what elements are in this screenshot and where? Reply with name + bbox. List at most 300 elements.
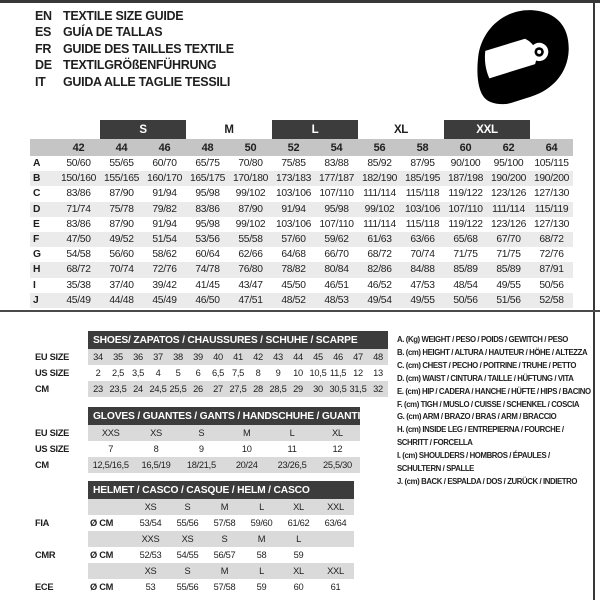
table-cell: 68/72 <box>57 262 100 277</box>
table-cell: 99/102 <box>358 202 401 217</box>
size-group-label: XL <box>393 123 409 136</box>
table-cell: 57/58 <box>213 518 236 528</box>
table-cell: 30 <box>308 381 328 397</box>
table-cell: 127/130 <box>533 218 570 230</box>
row-label-spacer <box>30 481 88 499</box>
legend-item: H. (cm) INSIDE LEG / ENTREPIERNA / FOURCHE / SCHRITT / FORCELLA <box>397 425 564 448</box>
table-cell: 30,5 <box>328 381 348 397</box>
size-header-cell: 44 <box>100 139 143 156</box>
table-cell: 11,5 <box>329 368 347 378</box>
table-cell: 78/82 <box>272 262 315 277</box>
gloves-title-bar: GLOVES / GUANTES / GANTS / HANDSCHUHE / GUANTI <box>88 407 360 425</box>
size-header-cell: 62 <box>487 139 530 156</box>
table-cell: 115/118 <box>405 188 440 200</box>
guide-title: TEXTILE SIZE GUIDE <box>63 9 184 23</box>
table-cell: 44/48 <box>100 293 143 308</box>
row-label: US SIZE <box>30 441 88 457</box>
legend-item: I. (cm) SHOULDERS / HOMBROS / ÉPAULES / SCHULTERN / SPALLE <box>397 451 550 474</box>
table-cell: 71/74 <box>57 202 100 217</box>
table-cell: 45/49 <box>143 293 186 308</box>
size-42-group-cell <box>57 120 100 139</box>
table-cell: 13 <box>373 368 383 378</box>
table-cell: 82/86 <box>358 262 401 277</box>
table-cell: 7 <box>108 444 114 454</box>
table-cell: 87/90 <box>109 188 134 200</box>
table-cell: 27 <box>208 381 228 397</box>
table-cell: 60 <box>293 582 304 592</box>
table-cell: XS <box>169 531 206 547</box>
table-cell: 87/90 <box>109 218 134 230</box>
size-group-label: S <box>100 120 186 139</box>
size-header-cell: 58 <box>401 139 444 156</box>
legend-item: G. (cm) ARM / BRAZO / BRAS / ARM / BRACCIO <box>397 412 557 422</box>
table-cell: 70/80 <box>238 158 263 170</box>
row-letter: G <box>33 249 41 261</box>
table-cell: 71/75 <box>453 249 478 261</box>
table-cell: 12 <box>353 368 363 378</box>
unit-cell: Ø CM <box>90 518 114 528</box>
table-cell: 173/183 <box>272 171 315 186</box>
table-cell: 99/102 <box>235 218 266 230</box>
table-cell: 52/53 <box>139 550 162 560</box>
legend-item: C. (cm) CHEST / PECHO / POITRINE / TRUHE / PETTO <box>397 360 577 370</box>
table-cell: 3,5 <box>131 368 145 378</box>
shoes-row <box>30 349 388 365</box>
table-cell: 46/51 <box>324 279 349 291</box>
measurement-legend <box>397 334 595 489</box>
table-cell: 38 <box>168 349 188 365</box>
table-cell: 16,5/19 <box>133 457 178 473</box>
row-label-spacer <box>30 331 88 349</box>
table-cell: 190/200 <box>530 171 573 186</box>
table-cell: 83/86 <box>66 218 91 230</box>
table-cell: 182/190 <box>358 171 401 186</box>
size-group-label: XXL <box>444 120 530 139</box>
table-cell: 46/50 <box>186 293 229 308</box>
table-cell: 170/180 <box>229 171 272 186</box>
table-cell: 50/56 <box>444 293 487 308</box>
shoes-title-bar: SHOES/ ZAPATOS / CHAUSSURES / SCHUHE / SCARPE <box>88 331 388 349</box>
row-label: CM <box>30 381 88 397</box>
row-label: CM <box>30 457 88 473</box>
table-cell: 65/68 <box>444 232 487 247</box>
language-title-row <box>35 74 234 90</box>
measure-row-G <box>30 247 573 262</box>
table-cell: 49/54 <box>358 293 401 308</box>
table-cell: 71/75 <box>496 249 521 261</box>
table-cell: 74/78 <box>186 262 229 277</box>
row-letter: D <box>30 202 57 217</box>
table-cell: 68/72 <box>367 249 392 261</box>
gloves-size-table <box>30 407 388 473</box>
row-letter: A <box>33 158 41 170</box>
table-cell: 23/26,5 <box>269 457 314 473</box>
table-cell: 63/66 <box>401 232 444 247</box>
table-cell: 91/94 <box>152 188 177 200</box>
table-cell: 83/86 <box>66 188 91 200</box>
table-cell: 72/76 <box>539 249 564 261</box>
table-cell: 35 <box>108 349 128 365</box>
size-group-label: M <box>224 123 234 136</box>
table-cell: 44 <box>288 349 308 365</box>
table-cell: 66/70 <box>324 249 349 261</box>
table-cell: 59/62 <box>315 232 358 247</box>
table-cell: L <box>280 531 317 547</box>
table-cell: M <box>243 531 280 547</box>
language-title-row <box>35 57 234 73</box>
gloves-title-row <box>30 407 360 425</box>
table-cell: 75/78 <box>100 202 143 217</box>
table-cell: 90/100 <box>450 158 481 170</box>
size-header-cell: 54 <box>315 139 358 156</box>
table-cell: 68/72 <box>530 232 573 247</box>
table-cell: 10,5 <box>309 368 327 378</box>
measure-row-F <box>30 232 573 247</box>
helmet-row <box>30 515 354 531</box>
table-cell: 150/160 <box>57 171 100 186</box>
table-cell: M <box>224 425 269 441</box>
helmet-grid <box>30 481 354 595</box>
table-cell: XXS <box>88 425 133 441</box>
table-cell: 79/82 <box>143 202 186 217</box>
top-border-line <box>0 0 600 3</box>
unit-cell <box>88 563 132 579</box>
table-cell: L <box>243 563 280 579</box>
table-cell: 61/63 <box>358 232 401 247</box>
table-cell: 85/92 <box>367 158 392 170</box>
table-cell: 25,5/30 <box>315 457 360 473</box>
legend-item: E. (cm) HIP / CADERA / HANCHE / HÜFTE / HIPS / BACINO <box>397 386 591 396</box>
table-cell: 60/70 <box>152 158 177 170</box>
table-cell: 103/106 <box>275 188 312 200</box>
table-cell: 48/52 <box>272 293 315 308</box>
table-cell: 6,5 <box>211 368 225 378</box>
table-cell: 6 <box>195 368 201 378</box>
table-cell: 53/56 <box>186 232 229 247</box>
table-cell: 111/114 <box>363 218 396 230</box>
table-cell: 50/56 <box>539 279 564 291</box>
table-cell: 28 <box>248 381 268 397</box>
table-cell: 31,5 <box>348 381 368 397</box>
table-cell: XXS <box>132 531 169 547</box>
table-cell: 29 <box>288 381 308 397</box>
size-header-cell: 56 <box>358 139 401 156</box>
size-header-cell: 48 <box>186 139 229 156</box>
measure-row-E <box>30 217 573 232</box>
table-cell: L <box>243 499 280 515</box>
unit-cell <box>88 499 132 515</box>
table-cell: 177/187 <box>315 171 358 186</box>
table-cell: 24 <box>128 381 148 397</box>
language-code: DE <box>35 58 52 73</box>
table-cell: 70/74 <box>410 249 435 261</box>
guide-title: GUIDA ALLE TAGLIE TESSILI <box>63 74 231 89</box>
shoes-size-table <box>30 331 388 397</box>
shoes-grid <box>30 331 388 397</box>
size-header-cell: 60 <box>444 139 487 156</box>
table-cell: 155/165 <box>100 171 143 186</box>
row-label: EU SIZE <box>30 425 88 441</box>
row-label: EU SIZE <box>30 349 88 365</box>
table-cell: 64/68 <box>281 249 306 261</box>
table-cell: 61 <box>330 582 341 592</box>
table-cell: S <box>206 531 243 547</box>
gloves-grid <box>30 407 360 473</box>
table-cell: 80/84 <box>315 262 358 277</box>
row-letter: E <box>33 218 40 230</box>
measure-row-B <box>30 171 573 186</box>
table-cell: 61/62 <box>287 518 310 528</box>
corner-cell <box>30 120 57 139</box>
table-cell: 85/89 <box>487 262 530 277</box>
table-cell: 48/53 <box>315 293 358 308</box>
table-cell <box>317 531 354 547</box>
right-border-line <box>593 0 595 600</box>
table-cell: 2,5 <box>111 368 125 378</box>
table-cell: 56/57 <box>213 550 236 560</box>
table-cell: 85/89 <box>444 262 487 277</box>
table-cell: 28,5 <box>268 381 288 397</box>
language-title-row <box>35 41 234 57</box>
table-cell: L <box>269 425 314 441</box>
table-cell: 23 <box>88 381 108 397</box>
unit-cell <box>88 531 132 547</box>
table-cell: 51/54 <box>143 232 186 247</box>
table-cell: 87/90 <box>229 202 272 217</box>
row-letter: J <box>30 293 57 308</box>
row-label: ECE <box>30 579 88 595</box>
table-cell: 59 <box>256 582 267 592</box>
size-header-cell: 52 <box>272 139 315 156</box>
section-divider-line <box>0 310 600 312</box>
table-cell <box>317 547 354 563</box>
size-group-row <box>30 120 573 139</box>
unit-cell: Ø CM <box>90 550 114 560</box>
language-title-row <box>35 24 234 40</box>
row-label <box>30 531 88 547</box>
table-cell: 123/126 <box>490 188 527 200</box>
table-cell: 12 <box>332 444 343 454</box>
language-title-row <box>35 8 234 24</box>
table-cell: 47/53 <box>410 279 435 291</box>
row-label: FIA <box>30 515 88 531</box>
table-cell: 165/175 <box>186 171 229 186</box>
row-letter: B <box>30 171 57 186</box>
gloves-row <box>30 441 360 457</box>
table-cell: 47/51 <box>229 293 272 308</box>
helmet-row <box>30 579 354 595</box>
helmet-row <box>30 499 354 515</box>
table-cell: 107/110 <box>319 218 354 230</box>
table-cell: 36 <box>128 349 148 365</box>
table-cell: 37/40 <box>109 279 134 291</box>
table-cell: XL <box>280 563 317 579</box>
table-cell: 42 <box>248 349 268 365</box>
table-cell: 49/55 <box>496 279 521 291</box>
table-cell: 45/49 <box>57 293 100 308</box>
row-label: US SIZE <box>30 365 88 381</box>
table-cell: 95/98 <box>195 188 220 200</box>
table-cell: 37 <box>148 349 168 365</box>
table-cell: 39/42 <box>152 279 177 291</box>
table-cell: XS <box>132 499 169 515</box>
table-cell: 11 <box>287 444 297 454</box>
language-code: IT <box>35 74 46 89</box>
table-cell: 103/106 <box>401 202 444 217</box>
table-cell: 55/65 <box>109 158 134 170</box>
table-cell: 95/98 <box>315 202 358 217</box>
helmet-row <box>30 563 354 579</box>
size-header-cell: 46 <box>143 139 186 156</box>
table-cell: 83/86 <box>186 202 229 217</box>
measure-row-J <box>30 293 573 308</box>
table-cell: XS <box>133 425 178 441</box>
helmet-row <box>30 531 354 547</box>
table-cell: 7,5 <box>231 368 245 378</box>
table-cell: 99/102 <box>235 188 266 200</box>
table-cell: S <box>179 425 224 441</box>
row-letter: I <box>33 279 36 291</box>
table-cell: 55/56 <box>176 582 199 592</box>
table-cell: 55/58 <box>229 232 272 247</box>
helmet-title-bar: HELMET / CASCO / CASQUE / HELM / CASCO <box>88 481 354 499</box>
table-cell: 83/88 <box>324 158 349 170</box>
table-cell: 49/55 <box>401 293 444 308</box>
table-cell: 59/60 <box>250 518 273 528</box>
table-cell: 43/47 <box>238 279 263 291</box>
size-64-group-cell <box>530 120 573 139</box>
table-cell: 91/94 <box>152 218 177 230</box>
table-cell: 55/56 <box>176 518 199 528</box>
guide-title: GUIDE DES TAILLES TEXTILE <box>63 41 234 56</box>
numeric-sizes-row <box>30 139 573 156</box>
table-cell: 58/62 <box>152 249 177 261</box>
table-cell: 53/54 <box>139 518 162 528</box>
textile-size-table <box>30 120 573 308</box>
row-label <box>30 499 88 515</box>
language-code: ES <box>35 25 52 40</box>
language-code: EN <box>35 9 52 23</box>
table-cell: 12,5/16,5 <box>88 457 133 473</box>
table-cell: 119/122 <box>448 218 483 230</box>
measure-row-A <box>30 156 573 171</box>
table-cell: 115/118 <box>405 218 440 230</box>
table-cell: 43 <box>268 349 288 365</box>
guide-title: TEXTILGRÖßENFÜHRUNG <box>63 58 217 73</box>
legend-item: D. (cm) WAIST / CINTURA / TAILLE / HÜFTUNG / VITA <box>397 373 574 383</box>
table-cell: M <box>206 563 243 579</box>
size-header-cell: 64 <box>530 139 573 156</box>
table-cell: 123/126 <box>490 218 527 230</box>
table-cell: M <box>206 499 243 515</box>
table-cell: 46 <box>328 349 348 365</box>
table-cell: 48/54 <box>453 279 478 291</box>
table-cell: 47 <box>348 349 368 365</box>
shoes-row <box>30 381 388 397</box>
language-code: FR <box>35 41 52 56</box>
unit-cell: Ø CM <box>90 582 114 592</box>
table-cell: 8 <box>255 368 261 378</box>
row-label <box>30 563 88 579</box>
table-cell: 9 <box>275 368 281 378</box>
table-cell: 18/21,5 <box>179 457 224 473</box>
table-cell: 185/195 <box>401 171 444 186</box>
table-cell: 72/76 <box>143 262 186 277</box>
table-cell: 26 <box>188 381 208 397</box>
table-cell: 187/198 <box>444 171 487 186</box>
language-title-list <box>35 8 234 90</box>
table-cell: 45 <box>308 349 328 365</box>
table-cell: 34 <box>88 349 108 365</box>
gloves-row <box>30 457 360 473</box>
table-cell: 59 <box>293 550 304 560</box>
table-cell: 50/60 <box>66 158 91 170</box>
table-cell: 75/85 <box>281 158 306 170</box>
table-cell: 190/200 <box>487 171 530 186</box>
legend-item: A. (Kg) WEIGHT / PESO / POIDS / GEWITCH / PESO <box>397 335 568 344</box>
table-cell: XXL <box>317 563 354 579</box>
table-cell: 27,5 <box>228 381 248 397</box>
table-cell: 107/110 <box>444 202 487 217</box>
table-cell: 63/64 <box>324 518 347 528</box>
table-cell: 111/114 <box>363 188 396 200</box>
measure-row-C <box>30 186 573 201</box>
legend-item: B. (cm) HEIGHT / ALTURA / HAUTEUR / HÖHE / ALTEZZA <box>397 347 588 357</box>
table-cell: 87/95 <box>410 158 435 170</box>
table-cell: 32 <box>368 381 388 397</box>
table-cell: 8 <box>153 444 159 454</box>
table-cell: 160/170 <box>143 171 186 186</box>
row-letter: H <box>30 262 57 277</box>
table-cell: 4 <box>155 368 161 378</box>
guide-title: GUÍA DE TALLAS <box>63 25 163 40</box>
table-cell: 62/66 <box>238 249 263 261</box>
table-cell: 70/74 <box>100 262 143 277</box>
table-cell: 54/55 <box>176 550 199 560</box>
row-label-spacer <box>30 407 88 425</box>
table-cell: 95/100 <box>493 158 524 170</box>
table-cell: 41 <box>228 349 248 365</box>
table-cell: 58 <box>256 550 267 560</box>
table-cell: 25,5 <box>168 381 188 397</box>
table-cell: XL <box>315 425 360 441</box>
legend-item: F. (cm) TIGH / MUSLO / CUISSE / SCHENKEL / COSCIA <box>397 399 580 409</box>
row-label: CMR <box>30 547 88 563</box>
table-cell: XXL <box>317 499 354 515</box>
helmet-title-row <box>30 481 354 499</box>
measure-row-I <box>30 278 573 293</box>
table-cell: 10 <box>241 444 252 454</box>
table-cell: 115/119 <box>530 202 573 217</box>
table-cell: 9 <box>198 444 204 454</box>
table-cell: 51/56 <box>487 293 530 308</box>
gloves-row <box>30 425 360 441</box>
table-cell: 40 <box>208 349 228 365</box>
measure-row-D <box>30 202 573 217</box>
table-cell: 53 <box>145 582 156 592</box>
table-cell: S <box>169 499 206 515</box>
shoes-row <box>30 365 388 381</box>
table-cell: 47/50 <box>57 232 100 247</box>
table-cell: 56/60 <box>109 249 134 261</box>
table-cell: XS <box>132 563 169 579</box>
table-cell: 103/106 <box>275 218 312 230</box>
table-cell: 60/64 <box>195 249 220 261</box>
table-cell: 24,5 <box>148 381 168 397</box>
table-cell: 91/94 <box>272 202 315 217</box>
table-cell: 107/110 <box>319 188 354 200</box>
size-header-cell: 50 <box>229 139 272 156</box>
